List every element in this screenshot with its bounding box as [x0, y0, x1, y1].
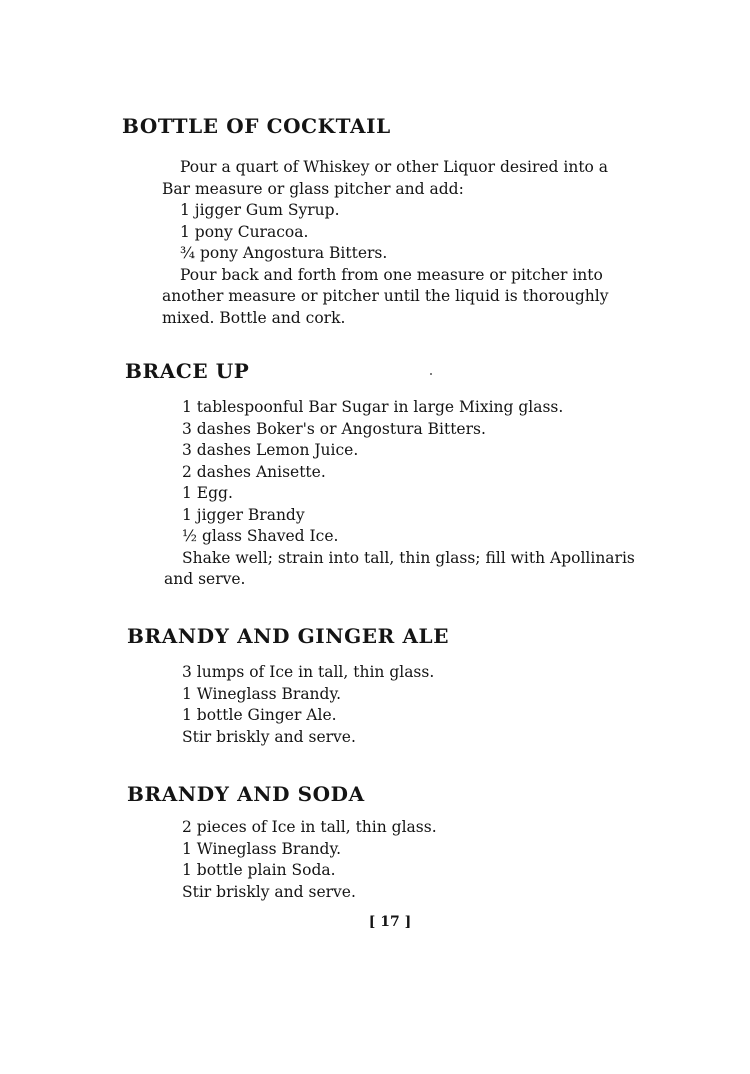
recipe-title-brandy-and-ginger-ale: BRANDY AND GINGER ALE — [127, 624, 450, 648]
page-number: [ 17 ] — [368, 914, 412, 930]
recipe-line: Bar measure or glass pitcher and add: — [162, 179, 464, 198]
recipe-line: Pour back and forth from one measure or pitcher into — [180, 265, 603, 284]
recipe-line: mixed. Bottle and cork. — [162, 308, 346, 327]
recipe-title-bottle-of-cocktail: BOTTLE OF COCKTAIL — [122, 114, 391, 138]
recipe-line: 1 jigger Brandy — [182, 505, 305, 524]
recipe-line: ½ glass Shaved Ice. — [182, 527, 339, 545]
recipe-line: Stir briskly and serve. — [182, 882, 356, 901]
recipe-line: 1 Wineglass Brandy. — [182, 839, 342, 858]
recipe-line: another measure or pitcher until the liquid is thoroughly — [162, 287, 609, 305]
recipe-line: 1 Wineglass Brandy. — [182, 684, 342, 703]
recipe-line: Shake well; strain into tall, thin glass; fill with Apollinaris — [182, 548, 635, 567]
recipe-line: 1 bottle plain Soda. — [182, 861, 336, 879]
recipe-line: Pour a quart of Whiskey or other Liquor desired into a — [180, 158, 609, 176]
recipe-line: Stir briskly and serve. — [182, 727, 356, 746]
recipe-title-brace-up: BRACE UP — [125, 359, 250, 383]
print-speck — [430, 373, 432, 375]
recipe-line: 3 lumps of Ice in tall, thin glass. — [182, 663, 435, 681]
recipe-line: and serve. — [164, 570, 246, 588]
recipe-line: ¾ pony Angostura Bitters. — [180, 244, 388, 262]
recipe-line: 2 pieces of Ice in tall, thin glass. — [182, 818, 437, 836]
recipe-line: 3 dashes Boker's or Angostura Bitters. — [182, 419, 486, 438]
recipe-line: 1 Egg. — [182, 484, 233, 502]
recipe-line: 1 jigger Gum Syrup. — [180, 201, 340, 219]
recipe-line: 2 dashes Anisette. — [182, 462, 326, 481]
recipe-title-brandy-and-soda: BRANDY AND SODA — [127, 782, 365, 806]
recipe-body-brace-up — [164, 397, 654, 591]
recipe-line: 1 pony Curacoa. — [180, 222, 309, 241]
recipe-body-brandy-and-ginger-ale — [182, 662, 652, 748]
recipe-line: 1 bottle Ginger Ale. — [182, 706, 337, 724]
recipe-line: 1 tablespoonful Bar Sugar in large Mixing glass. — [182, 398, 564, 416]
recipe-body-brandy-and-soda — [182, 817, 652, 903]
recipe-body-bottle-of-cocktail — [162, 157, 652, 329]
recipe-line: 3 dashes Lemon Juice. — [182, 441, 359, 459]
